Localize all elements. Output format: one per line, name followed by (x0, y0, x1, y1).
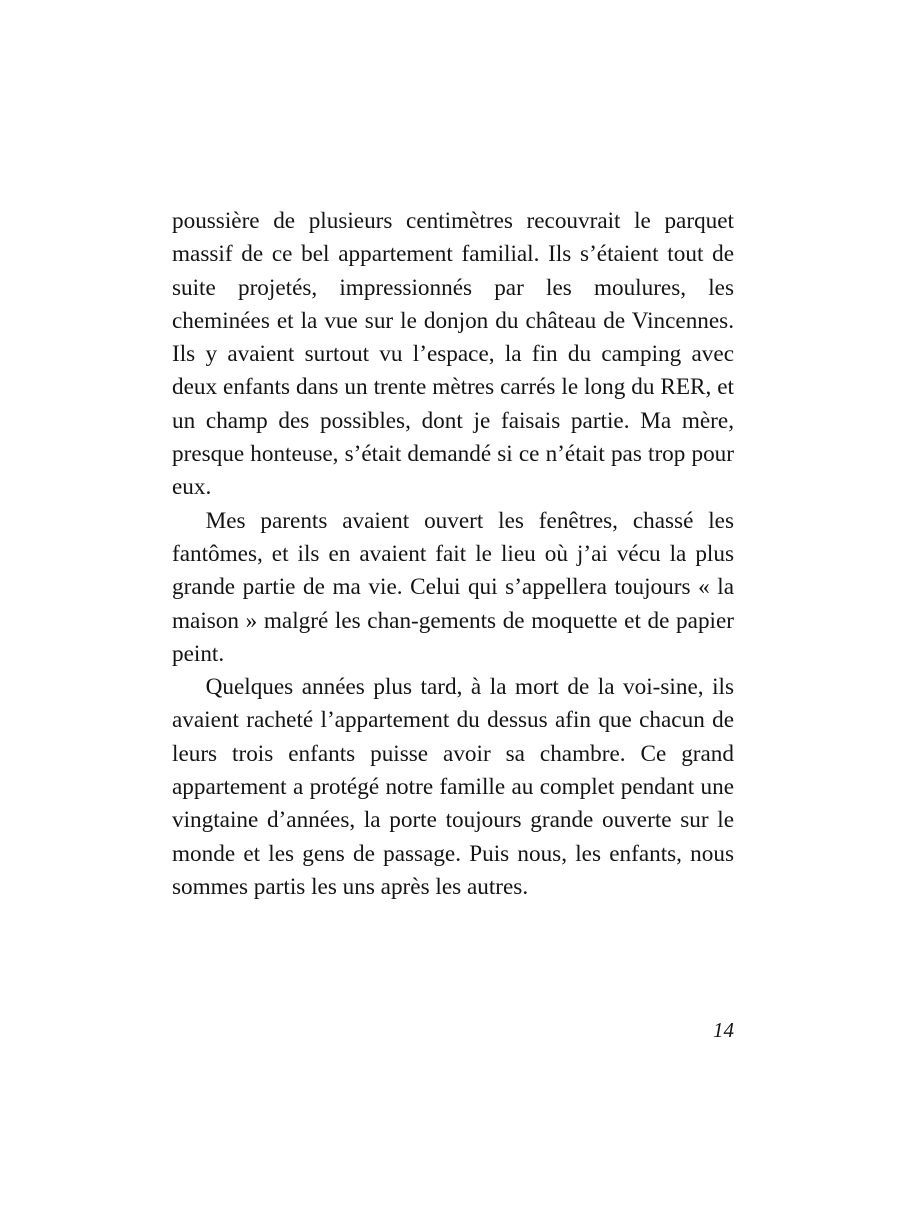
paragraph-3: Quelques années plus tard, à la mort de la voi-sine, ils avaient racheté l’appartement du dessus afin que chacun de leurs trois enfants puisse avoir sa chambre. Ce grand appartement a protégé notre famille au complet pendant une vingtaine d’années, la porte toujours grande ouverte sur le monde et les gens de passage. Puis nous, les enfants, nous sommes partis les uns après les autres. (172, 674, 734, 900)
page-number: 14 (713, 1018, 734, 1042)
paragraph-1: poussière de plusieurs centimètres recouvrait le parquet massif de ce bel appartement familial. Ils s’étaient tout de suite projetés, impressionnés par les moulures, les cheminées et la vue sur le donjon du château de Vincennes. Ils y avaient surtout vu l’espace, la fin du camping avec deux enfants dans un trente mètres carrés le long du RER, et un champ des possibles, dont je faisais partie. Ma mère, presque honteuse, s’était demandé si ce n’était pas trop pour eux. (172, 208, 734, 501)
page-text-block (172, 205, 734, 904)
paragraph-2: Mes parents avaient ouvert les fenêtres, chassé les fantômes, et ils en avaient fait le lieu où j’ai vécu la plus grande partie de ma vie. Celui qui s’appellera toujours « la maison » malgré les chan-gements de moquette et de papier peint. (172, 507, 734, 667)
